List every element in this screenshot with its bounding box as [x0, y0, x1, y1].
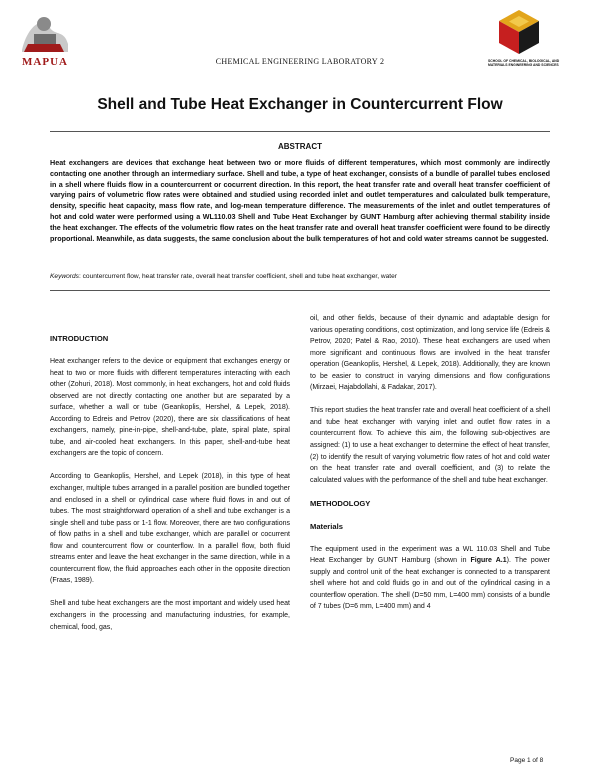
page-number: Page 1 of 8	[510, 757, 544, 764]
school-name	[488, 59, 560, 67]
paragraph: oil, and other fields, because of their dynamic and adaptable design for various operating conditions, cost optimization, and long service life (Edreis & Petrov, 2020; Patel & Rao, 2010). These heat exchangers are used when more significant and continuous flows are involved in the heat transfer operation (Geankoplis, Hershel, & Lepek, 2018). Additionally, they are known to be easier to construct in varying dimensions and flow configurations (Mirzaei, Hajabdollahi, & Fadakar, 2017).	[310, 315, 550, 392]
abstract-text: Heat exchangers are devices that exchange heat between two or more fluids of different temperatures, which most commonly are indirectly contacting one another through an intermediary surface. Shell and tube, a type of heat exchanger, consists of a bundle of parallel tubes enclosed in a shell where fluids flow in a countercurrent or cocurrent direction. In this report, the heat transfer rate and overall heat transfer coefficient of varying pairs of volumetric flow rates were obtained and studied using recorded inlet and outlet temperatures and calculated bulk temperature, density, specific heat capacity, mass flow rate, and log-mean temperature difference. The measurements of the inlet and outlet temperatures of hot and cold water were performed using a WL110.03 Shell and Tube Heat Exchanger by GUNT Hamburg after achieving thermal stability inside the heat exchanger. The effects of the volumetric flow rates on the heat transfer rate and overall heat transfer coefficient were found to be directly proportional. Meanwhile, as data suggests, the same conclusion about the bulk temperatures of hot and cold water streams cannot be suggested.	[50, 158, 550, 243]
paragraph: Heat exchanger refers to the device or equipment that exchanges energy or heat to two or more fluids with different temperatures interacting with each other (Zohuri, 2018). Most commonly, in heat exchangers, hot and cold fluids observed are not directly contacting one another but are separated by a surface, whether a wall or tube (Geankoplis, Hershel, & Lepek, 2018). According to Edreis and Petrov (2020), there are six classifications of heat exchangers, namely, pine-in-pipe, shell-and-tube, plate, spiral plate, spiral tube, and air-cooled heat exchangers. In this paper, shell-and-tube heat exchangers are the topic of concern.	[50, 358, 290, 458]
keywords-text: : countercurrent flow, heat transfer rate, overall heat transfer coefficient, shell and tube heat exchanger, water	[78, 273, 397, 280]
paragraph-text: The equipment used in the experiment was a WL 110.03 Shell and Tube Heat Exchanger by GUNT Hamburg (shown in	[310, 545, 550, 565]
right-column	[310, 313, 550, 613]
paragraph: According to Geankoplis, Hershel, and Lepek (2018), in this type of heat exchanger, multiple tubes arranged in a parallel position are bundled together and enclosed in a shell or cylindrical case where fluid flows in and out of tubes. The most straightforward operation of a shell and tube exchanger is a single shell and tube pass or 1-1 flow. Moreover, there are two configurations of flow paths in a shell and tube exchanger, which are parallel or cocurrent flow and countercurrent flow or counterflow. In a parallel flow, both fluid streams enter and leave the heat exchanger in the same direction, while in a countercurrent flow, the fluid approaches each other in the opposite direction (Fraas, 1989).	[50, 473, 290, 585]
paragraph: Shell and tube heat exchangers are the most important and widely used heat exchangers in the processing and manufacturing industries, for example, chemical, food, gas,	[50, 600, 290, 631]
paper-title: Shell and Tube Heat Exchanger in Countercurrent Flow	[97, 96, 503, 113]
paragraph-text: ). The power supply and control unit of the heat exchanger is connected to a transparent shell where hot and cold fluids go in and out of the cylindrical casing in a counterflow operation. The shell (D=50 mm, L=400 mm) consists of a bundle of 7 tubes (D=6 mm, L=400 mm) and 4	[310, 557, 550, 611]
left-column	[50, 333, 290, 633]
figure-reference: Figure A.1	[470, 557, 507, 565]
lab-title: CHEMICAL ENGINEERING LABORATORY 2	[215, 57, 385, 66]
keywords-label: Keywords	[50, 273, 79, 280]
university-name: MAPUA	[22, 56, 68, 68]
introduction-heading: INTRODUCTION	[50, 334, 109, 343]
keywords-line	[50, 272, 550, 281]
paragraph: This report studies the heat transfer rate and overall heat coefficient of a shell and tube heat exchanger with varying inlet and outlet flow rates in a countercurrent flow. To achieve this aim, the following sub-objectives are assigned: (1) to use a heat exchanger to determine the effect of heat transfer, (2) to identify the result of varying volumetric flow rates of hot and cold water on the heat transfer rate and overall coefficient, and (3) to relate the calculated values with the performance of the shell and tube heat exchanger.	[310, 407, 550, 484]
school-line: SCHOOL OF CHEMICAL, BIOLOGICAL, AND	[488, 59, 560, 63]
abstract-heading: ABSTRACT	[278, 142, 322, 151]
divider	[50, 290, 550, 291]
paragraph	[310, 544, 550, 613]
divider	[50, 131, 550, 132]
school-line: MATERIALS ENGINEERING AND SCIENCES	[488, 63, 559, 67]
methodology-heading: METHODOLOGY	[310, 498, 371, 508]
materials-heading: Materials	[310, 521, 343, 531]
